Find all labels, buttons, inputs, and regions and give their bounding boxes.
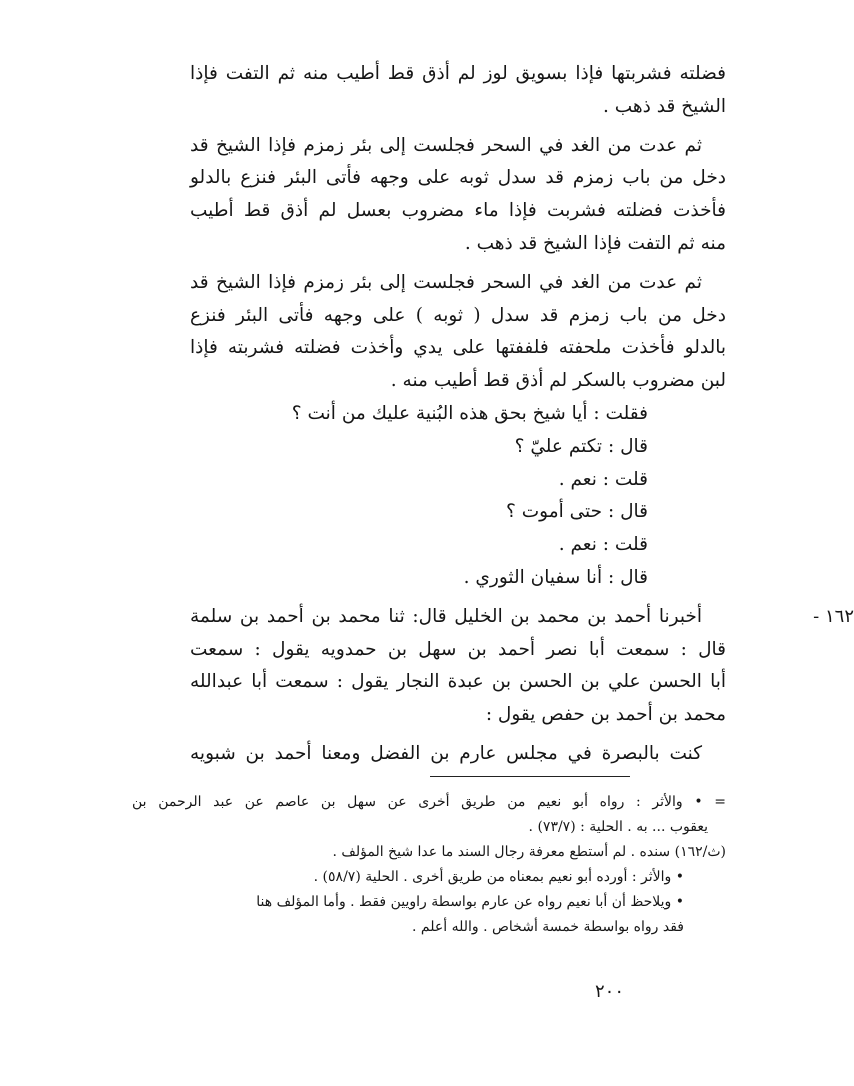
main-text [190, 58, 854, 771]
dialogue-line: قال : حتى أموت ؟ [506, 501, 648, 523]
dialogue-line: فقلت : أيا شيخ بحق هذه البُنية عليك من أنت ؟ [291, 402, 648, 424]
dialogue-line: قال : تكتم عليّ ؟ [514, 435, 648, 457]
text-line: لبن مضروب بالسكر لم أذق قط أطيب منه . [390, 370, 726, 392]
text-line: كنت بالبصرة في مجلس عارم بن الفضل ومعنا أحمد بن شبويه [190, 742, 702, 764]
footnote-line: فقد رواه بواسطة خمسة أشخاص . والله أعلم . [412, 919, 684, 935]
text-line: الشيخ قد ذهب . [602, 95, 726, 117]
text-line: محمد بن أحمد بن حفص يقول : [485, 704, 726, 726]
footnote-line: = • والأثر : رواه أبو نعيم من طريق أخرى عن سهل بن عاصم عن عبد الرحمن بن [132, 794, 726, 810]
text-line: ثم عدت من الغد في السحر فجلست إلى بئر زمزم فإذا الشيخ قد [190, 271, 702, 293]
dialogue-line: قلت : نعم . [558, 534, 648, 556]
footnote-line: • والأثر : أورده أبو نعيم بمعناه من طريق أخرى . الحلية (٥٨/٧) . [313, 869, 684, 885]
text-line: فأخذت فضلته فشربت فإذا ماء مضروب بعسل لم أذق قط أطيب [190, 200, 726, 222]
dialogue-line: قال : أنا سفيان الثوري . [463, 566, 648, 588]
text-line: دخل من باب زمزم قد سدل ثوبه على وجهه فأتى البئر فنزع بالدلو [190, 167, 726, 189]
footnote-line: (ث/١٦٢) سنده . لم أستطع معرفة رجال السند ما عدا شيخ المؤلف . [332, 844, 726, 860]
text-line: قال : سمعت أبا نصر أحمد بن سهل بن حمدويه يقول : سمعت [190, 638, 726, 660]
footnote-line: يعقوب ... به . الحلية : (٧٣/٧) . [528, 819, 708, 835]
page-number: ٢٠٠ [594, 981, 624, 1002]
text-line: دخل من باب زمزم قد سدل ( ثوبه ) على وجهه فأتى البئر فنزع [190, 304, 726, 326]
footnote-divider [430, 776, 630, 777]
text-line: ثم عدت من الغد في السحر فجلست إلى بئر زمزم فإذا الشيخ قد [190, 134, 702, 156]
footnotes [132, 790, 726, 940]
text-line: أخبرنا أحمد بن محمد بن الخليل قال: ثنا محمد بن أحمد بن سلمة [190, 605, 702, 627]
text-line: فضلته فشربتها فإذا بسويق لوز لم أذق قط أطيب منه ثم التفت فإذا [190, 63, 726, 84]
text-line: بالدلو فأخذت ملحفته فلففتها على يدي وأخذت فضلته فشربته فإذا [190, 337, 726, 359]
text-line: منه ثم التفت فإذا الشيخ قد ذهب . [464, 232, 726, 254]
entry-162 [190, 601, 854, 634]
dialogue-line: قلت : نعم . [558, 468, 648, 490]
entry-number: ١٦٢ - [813, 605, 854, 627]
text-line: أبا الحسن علي بن الحسن بن عبدة النجار يقول : سمعت أبا عبدالله [190, 671, 726, 693]
footnote-line: • ويلاحظ أن أبا نعيم رواه عن عارم بواسطة راويين فقط . وأما المؤلف هنا [256, 894, 684, 910]
